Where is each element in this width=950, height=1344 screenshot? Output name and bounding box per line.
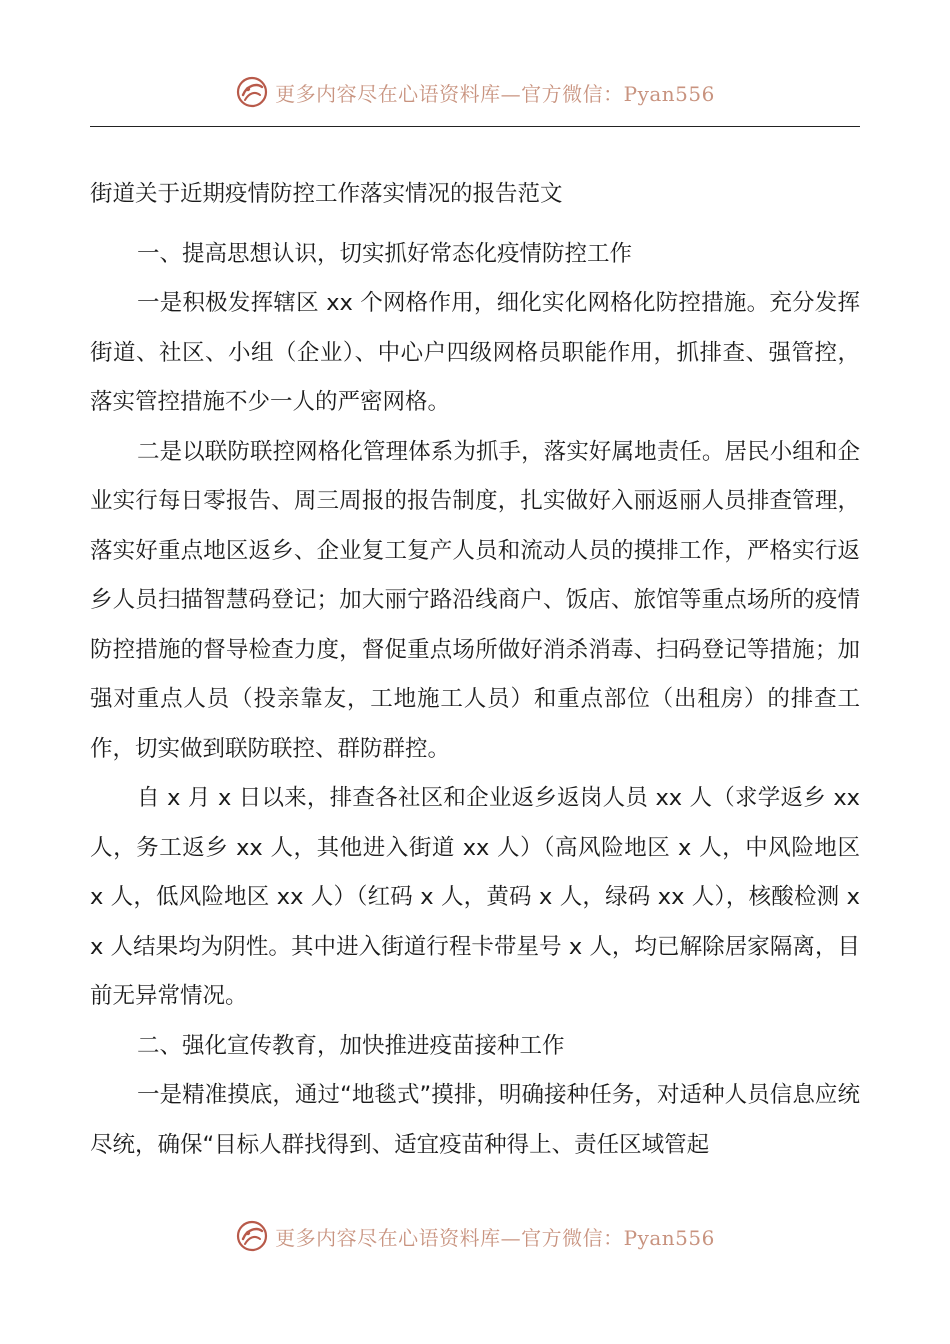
paragraph-2: 二是以联防联控网格化管理体系为抓手，落实好属地责任。居民小组和企业实行每日零报告、周三周报的报告制度，扎实做好入丽返丽人员排查管理，落实好重点地区返乡、企业复工复产人员和流动人员的摸排工作，严格实行返乡人员扫描智慧码登记；加大丽宁路沿线商户、饭店、旅馆等重点场所的疫情防控措施的督导检查力度，督促重点场所做好消杀消毒、扫码登记等措施；加强对重点人员（投亲靠友，工地施工人员）和重点部位（出租房）的排查工作，切实做到联防联控、群防群控。 (90, 438, 860, 762)
watermark-contact: Pyan556 (623, 81, 715, 106)
footer-watermark (0, 1214, 950, 1258)
section-heading-1: 一、提高思想认识，切实抓好常态化疫情防控工作 (137, 240, 633, 267)
watermark-text: 更多内容尽在心语资料库—官方微信：Pyan556 (275, 81, 715, 106)
watermark-contact: Pyan556 (623, 1225, 715, 1250)
header-divider (90, 126, 860, 127)
header-watermark (0, 70, 950, 114)
paragraph-4: 一是精准摸底，通过“地毯式”摸排，明确接种任务，对适种人员信息应统尽统，确保“目标人群找得到、适宜疫苗种得上、责任区域管起 (90, 1082, 860, 1158)
paragraph-1: 一是积极发挥辖区 xx 个网格作用，细化实化网格化防控措施。充分发挥街道、社区、小组（企业）、中心户四级网格员职能作用，抓排查、强管控，落实管控措施不少一人的严密网格。 (90, 290, 860, 415)
watermark-text: 更多内容尽在心语资料库—官方微信：Pyan556 (275, 1225, 715, 1250)
section-heading-2: 二、强化宣传教育，加快推进疫苗接种工作 (137, 1032, 565, 1059)
paragraph-3: 自 x 月 x 日以来，排查各社区和企业返乡返岗人员 xx 人（求学返乡 xx 人，务工返乡 xx 人，其他进入街道 xx 人）（高风险地区 x 人，中风险地区 x 人，低风险地区 xx 人）（红码 x 人，黄码 x 人，绿码 xx 人），核酸检测 xx 人结果均为阴性。其中进入街道行程卡带星号 x 人，均已解除居家隔离，目前无异常情况。 (90, 785, 860, 1009)
document-body (90, 170, 860, 1170)
brand-logo-icon (235, 75, 269, 109)
brand-logo-icon (235, 1219, 269, 1253)
document-title: 街道关于近期疫情防控工作落实情况的报告范文 (90, 181, 563, 207)
